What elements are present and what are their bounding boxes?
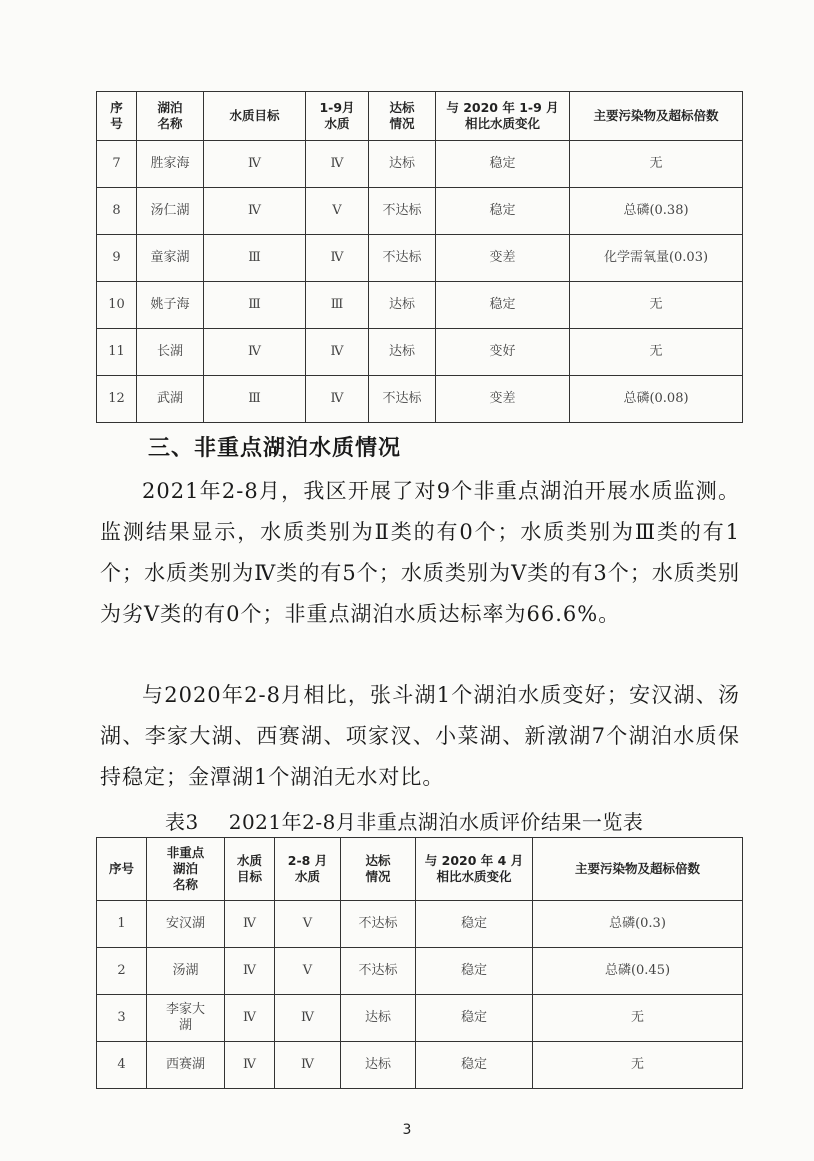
table-cell: 稳定 — [416, 995, 533, 1042]
table-cell: Ⅳ — [225, 995, 275, 1042]
header-cell: 序 号 — [97, 92, 137, 141]
table-header-row — [97, 92, 743, 141]
table-cell: 稳定 — [436, 188, 570, 235]
table-cell: 达标 — [369, 329, 436, 376]
table-cell: Ⅳ — [204, 329, 306, 376]
table-cell: 达标 — [341, 995, 416, 1042]
table-header-row — [97, 838, 743, 901]
table-cell: Ⅳ — [275, 1042, 341, 1089]
section-heading: 三、非重点湖泊水质情况 — [148, 436, 402, 461]
table-cell: Ⅴ — [275, 948, 341, 995]
page-number: 3 — [402, 1122, 412, 1138]
table-cell: Ⅳ — [204, 141, 306, 188]
table-row — [97, 235, 743, 282]
header-cell: 水质 目标 — [225, 838, 275, 901]
table-cell: 稳定 — [436, 282, 570, 329]
table-cell: Ⅳ — [225, 901, 275, 948]
table-cell: Ⅳ — [204, 188, 306, 235]
header-cell: 主要污染物及超标倍数 — [533, 838, 743, 901]
table-cell: 12 — [97, 376, 137, 423]
header-cell: 达标 情况 — [341, 838, 416, 901]
table-cell: Ⅲ — [204, 235, 306, 282]
table-cell: 不达标 — [369, 376, 436, 423]
table-cell: 1 — [97, 901, 147, 948]
table-cell: Ⅳ — [225, 1042, 275, 1089]
table-cell: Ⅴ — [275, 901, 341, 948]
table-cell: 总磷(0.08) — [570, 376, 743, 423]
table-cell: 胜家海 — [137, 141, 204, 188]
header-cell: 水质目标 — [204, 92, 306, 141]
table-cell: 无 — [533, 1042, 743, 1089]
table-row — [97, 948, 743, 995]
table-cell: 总磷(0.38) — [570, 188, 743, 235]
table-cell: 10 — [97, 282, 137, 329]
header-cell: 与 2020 年 1-9 月 相比水质变化 — [436, 92, 570, 141]
table-cell: 汤湖 — [147, 948, 225, 995]
table-cell: 长湖 — [137, 329, 204, 376]
body-paragraph: 2021年2-8月，我区开展了对9个非重点湖泊开展水质监测。监测结果显示，水质类别为Ⅱ类的有0个；水质类别为Ⅲ类的有1个；水质类别为Ⅳ类的有5个；水质类别为Ⅴ类的有3个；水质类别为劣Ⅴ类的有0个；非重点湖泊水质达标率为66.6%。 — [100, 479, 740, 626]
table-cell: 变差 — [436, 235, 570, 282]
table-row — [97, 141, 743, 188]
header-cell: 序号 — [97, 838, 147, 901]
table-cell: 7 — [97, 141, 137, 188]
table-cell: Ⅳ — [306, 235, 369, 282]
header-cell: 主要污染物及超标倍数 — [570, 92, 743, 141]
table-cell: 不达标 — [369, 235, 436, 282]
header-cell: 与 2020 年 4 月 相比水质变化 — [416, 838, 533, 901]
table-cell: 11 — [97, 329, 137, 376]
header-cell: 达标 情况 — [369, 92, 436, 141]
table-row — [97, 995, 743, 1042]
table-cell: Ⅳ — [275, 995, 341, 1042]
table-cell: 无 — [570, 282, 743, 329]
non-key-lake-quality-table — [96, 837, 743, 1089]
table-cell: 变好 — [436, 329, 570, 376]
table-row — [97, 282, 743, 329]
table-row — [97, 901, 743, 948]
table-cell: 总磷(0.3) — [533, 901, 743, 948]
table-cell: 稳定 — [416, 1042, 533, 1089]
table-cell: 稳定 — [436, 141, 570, 188]
table-cell: 不达标 — [341, 901, 416, 948]
table-cell: 童家湖 — [137, 235, 204, 282]
table-cell: 不达标 — [369, 188, 436, 235]
table-cell: 达标 — [369, 282, 436, 329]
table-cell: 2 — [97, 948, 147, 995]
table-cell: Ⅴ — [306, 188, 369, 235]
table-cell: Ⅲ — [204, 376, 306, 423]
table-caption-number: 表3 — [165, 810, 199, 834]
table-cell: 达标 — [369, 141, 436, 188]
body-paragraph: 与2020年2-8月相比，张斗湖1个湖泊水质变好；安汉湖、汤湖、李家大湖、西赛湖、项家汊、小菜湖、新潡湖7个湖泊水质保持稳定；金潭湖1个湖泊无水对比。 — [100, 683, 740, 789]
table-caption-title: 2021年2-8月非重点湖泊水质评价结果一览表 — [228, 810, 644, 834]
table-cell: 总磷(0.45) — [533, 948, 743, 995]
header-cell: 2-8 月 水质 — [275, 838, 341, 901]
table-cell: 稳定 — [416, 901, 533, 948]
table-cell: 4 — [97, 1042, 147, 1089]
table-cell: Ⅳ — [306, 376, 369, 423]
table-cell: 达标 — [341, 1042, 416, 1089]
header-cell: 湖泊 名称 — [137, 92, 204, 141]
table-cell: 化学需氧量(0.03) — [570, 235, 743, 282]
table-cell: 3 — [97, 995, 147, 1042]
table-cell: 汤仁湖 — [137, 188, 204, 235]
table-cell: 9 — [97, 235, 137, 282]
table-cell: Ⅲ — [306, 282, 369, 329]
table-cell: 安汉湖 — [147, 901, 225, 948]
table-cell: 西赛湖 — [147, 1042, 225, 1089]
header-cell: 非重点 湖泊 名称 — [147, 838, 225, 901]
table-row — [97, 376, 743, 423]
header-cell: 1-9月 水质 — [306, 92, 369, 141]
table-cell: 无 — [570, 141, 743, 188]
table-caption — [165, 806, 643, 835]
table-cell: Ⅳ — [306, 329, 369, 376]
table-cell: 变差 — [436, 376, 570, 423]
lake-quality-table-continued — [96, 91, 743, 423]
table-cell: 不达标 — [341, 948, 416, 995]
table-row — [97, 188, 743, 235]
table-cell: 稳定 — [416, 948, 533, 995]
table-cell: Ⅳ — [306, 141, 369, 188]
table-row — [97, 1042, 743, 1089]
table-cell: Ⅳ — [225, 948, 275, 995]
table-cell: 无 — [570, 329, 743, 376]
table-cell: 武湖 — [137, 376, 204, 423]
table-cell: 无 — [533, 995, 743, 1042]
table-cell: 姚子海 — [137, 282, 204, 329]
table-cell: 李家大 湖 — [147, 995, 225, 1042]
table-cell: Ⅲ — [204, 282, 306, 329]
table-cell: 8 — [97, 188, 137, 235]
table-row — [97, 329, 743, 376]
